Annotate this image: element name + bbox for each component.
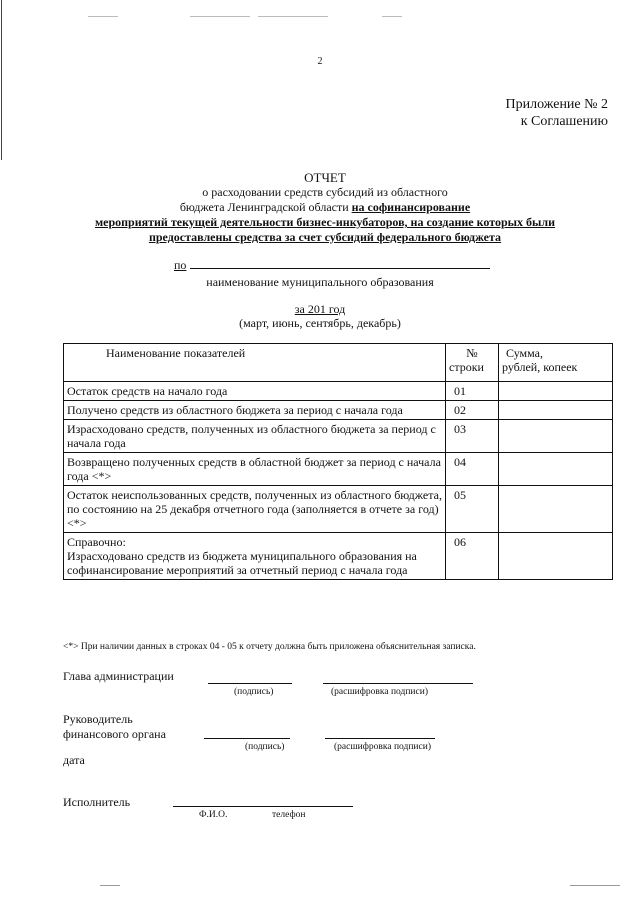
scan-artifact: [100, 885, 120, 886]
row-name: Израсходовано средств, полученных из областного бюджета за период с начала года: [64, 420, 446, 453]
report-title: [60, 170, 590, 245]
row-sum-cell[interactable]: [499, 486, 613, 533]
header-no: [446, 344, 499, 382]
fio-caption: Ф.И.О.: [199, 810, 228, 820]
header-sum: [499, 344, 613, 382]
scan-artifact: [258, 16, 328, 17]
title-line-2-plain: бюджета Ленинградской области: [179, 200, 352, 214]
title-line-1: о расходовании средств субсидий из областного: [202, 185, 448, 199]
period-line: (март, июнь, сентябрь, декабрь): [239, 316, 401, 330]
report-heading: ОТЧЕТ: [304, 170, 346, 185]
title-line-2: [60, 200, 590, 215]
signature-line-2[interactable]: [204, 738, 290, 739]
signature-caption-2: (подпись): [245, 742, 285, 752]
row-number: 01: [446, 382, 499, 401]
scan-artifact: [88, 16, 118, 17]
municipality-field[interactable]: [174, 258, 490, 273]
row-name: Получено средств из областного бюджета за период с начала года: [64, 401, 446, 420]
signature-caption: (подпись): [234, 687, 274, 697]
table-row: [64, 382, 613, 401]
row-sum-cell[interactable]: [499, 382, 613, 401]
page-number: 2: [317, 56, 323, 67]
head-admin-label: Глава администрации: [63, 669, 174, 683]
scan-artifact: [570, 885, 620, 886]
decoding-caption: (расшифровка подписи): [331, 687, 428, 697]
table-header-row: [64, 344, 613, 382]
signature-line[interactable]: [208, 683, 292, 684]
phone-caption: телефон: [272, 810, 306, 820]
row-name: Возвращено полученных средств в областной бюджет за период с начала года <*>: [64, 453, 446, 486]
table-row: [64, 453, 613, 486]
table-row: [64, 420, 613, 453]
header-name: Наименование показателей: [64, 344, 446, 382]
table-row: [64, 486, 613, 533]
header-sum-line-1: Сумма,: [506, 346, 543, 360]
year-line: [0, 302, 640, 317]
po-label: по: [174, 258, 187, 272]
row-number: 05: [446, 486, 499, 533]
report-table: [63, 343, 613, 580]
row-name: [64, 533, 446, 580]
decoding-line[interactable]: [323, 683, 473, 684]
row-sum-cell[interactable]: [499, 401, 613, 420]
reference-text: Израсходовано средств из бюджета муниципального образования на софинансирование мероприятий за отчетный период с начала года: [67, 549, 417, 577]
decoding-caption-2: (расшифровка подписи): [334, 742, 431, 752]
scan-edge-line: [1, 0, 2, 160]
scan-artifact: [190, 16, 250, 17]
header-no-symbol: №: [466, 346, 478, 360]
row-name: Остаток средств на начало года: [64, 382, 446, 401]
header-sum-line-2: рублей, копеек: [502, 360, 578, 374]
row-number: 04: [446, 453, 499, 486]
municipality-label: наименование муниципального образования: [206, 275, 434, 289]
year-text: за 201 год: [294, 302, 346, 316]
executor-line[interactable]: [173, 806, 353, 807]
appendix-line-2: к Соглашению: [520, 114, 608, 129]
appendix-header: [506, 96, 609, 130]
row-sum-cell[interactable]: [499, 420, 613, 453]
row-sum-cell[interactable]: [499, 533, 613, 580]
executor-label: Исполнитель: [63, 795, 131, 809]
title-line-2-bold: на софинансирование: [351, 200, 471, 214]
table-row: [64, 401, 613, 420]
table-row: [64, 533, 613, 580]
reference-label: Справочно:: [67, 535, 126, 549]
title-line-3: мероприятий текущей деятельности бизнес-инкубаторов, на создание которых были: [94, 215, 556, 229]
row-number: 06: [446, 533, 499, 580]
row-number: 03: [446, 420, 499, 453]
decoding-line-2[interactable]: [325, 738, 435, 739]
finance-head-label-2: финансового органа: [63, 727, 166, 741]
header-no-label: строки: [449, 360, 484, 374]
date-label: дата: [63, 753, 85, 767]
row-number: 02: [446, 401, 499, 420]
appendix-line-1: Приложение № 2: [505, 97, 608, 112]
row-name: Остаток неиспользованных средств, полученных из областного бюджета, по состоянию на 25 декабря отчетного года (заполняется в отчете за год) <*>: [64, 486, 446, 533]
finance-head-label-1: Руководитель: [63, 712, 133, 726]
scan-artifact: [382, 16, 402, 17]
title-line-4: предоставлены средства за счет субсидий федерального бюджета: [148, 230, 502, 244]
footnote: <*> При наличии данных в строках 04 - 05 к отчету должна быть приложена объяснительная записка.: [63, 642, 476, 652]
row-sum-cell[interactable]: [499, 453, 613, 486]
municipality-input-line[interactable]: [190, 258, 490, 269]
